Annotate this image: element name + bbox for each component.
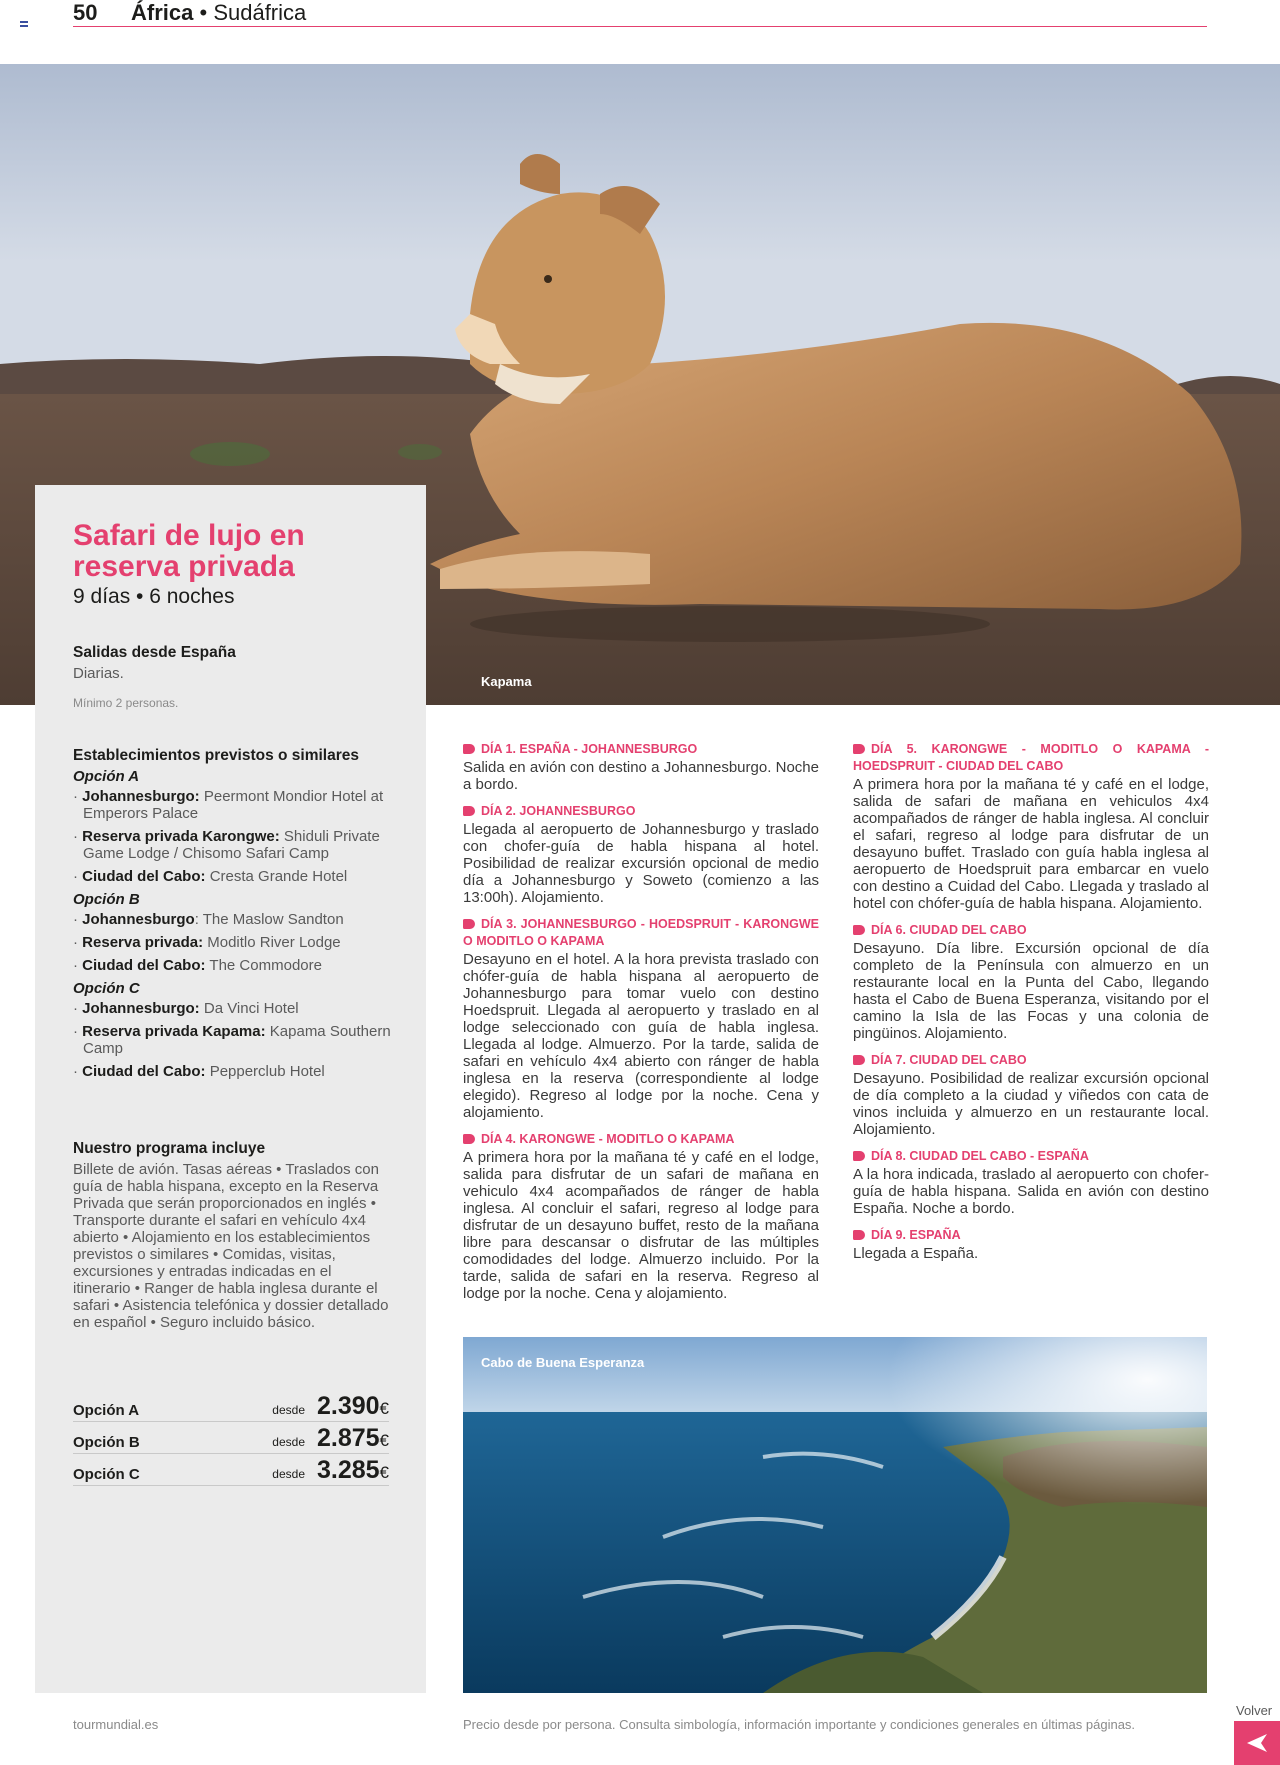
trip-info-panel bbox=[35, 485, 426, 1693]
itinerary-day: DÍA 2. JOHANNESBURGO Llegada al aeropuerto de Johannesburgo y traslado con chofer-guía de habla hispana al hotel. Posibilidad de realizar excursión opcional de medio día a Johannesburgo y Soweto (comienzo a las 13:00h). Alojamiento. bbox=[463, 804, 819, 906]
option-a-label: Opción A bbox=[73, 768, 140, 785]
breadcrumb bbox=[131, 0, 306, 26]
breadcrumb-separator: • bbox=[199, 0, 208, 25]
price-value: 2.875€ bbox=[316, 1424, 389, 1452]
back-arrow-icon bbox=[1246, 1733, 1268, 1753]
list-item: · Reserva privada: Moditlo River Lodge bbox=[73, 934, 341, 951]
trip-duration: 9 días • 6 noches bbox=[73, 585, 235, 608]
itinerary-column-2 bbox=[853, 741, 1209, 1272]
list-item: · Reserva privada Karongwe: Shiduli Private Game Lodge / Chisomo Safari Camp bbox=[73, 828, 380, 862]
page-number: 50 bbox=[73, 0, 98, 25]
trip-title: Safari de lujo en reserva privada bbox=[73, 519, 305, 583]
price-row: Opción C desde 3.285€ bbox=[73, 1456, 389, 1484]
footer-disclaimer: Precio desde por persona. Consulta simbología, información importante y condiciones generales en últimas páginas. bbox=[463, 1717, 1136, 1732]
itinerary-day: DÍA 1. ESPAÑA - JOHANNESBURGO Salida en avión con destino a Johannesburgo. Noche a bordo. bbox=[463, 742, 819, 793]
departures-value: Diarias. bbox=[73, 665, 124, 682]
list-item: · Johannesburgo: Da Vinci Hotel bbox=[73, 1000, 299, 1017]
back-label: Volver bbox=[1236, 1703, 1273, 1718]
list-item: · Johannesburgo: The Maslow Sandton bbox=[73, 911, 344, 928]
departures-heading: Salidas desde España bbox=[73, 644, 236, 661]
departures-section bbox=[73, 644, 393, 712]
itinerary-day: DÍA 5. KARONGWE - MODITLO O KAPAMA - HOEDSPRUIT - CIUDAD DEL CABO A primera hora por la mañana té y café en el lodge, salida de safari de mañana en vehiculos 4x4 acompañados de ránger de habla inglesa. Al concluir el safari, regreso al lodge para disfrutar de un desayuno buffet. Traslado con guía habla inglesa al aeropuerto de Hoedspruit para embarcar en vuelo con destino a Cuidad del Cabo. Llegada y traslado al hotel con chófer-guía de habla hispana. Alojamiento. bbox=[853, 742, 1209, 912]
includes-section bbox=[73, 1140, 393, 1331]
price-row: Opción A desde 2.390€ bbox=[73, 1392, 389, 1420]
minimum-persons: Mínimo 2 personas. bbox=[73, 696, 179, 710]
itinerary-day: DÍA 9. ESPAÑA Llegada a España. bbox=[853, 1227, 1209, 1262]
price-value: 2.390€ bbox=[316, 1392, 389, 1420]
includes-text: Billete de avión. Tasas aéreas • Traslados con guía de habla hispana, excepto en la Reserva Privada que serán proporcionados en inglés • Transporte durante el safari en vehículo 4x4 abierto • Alojamiento en los establecimientos previstos o similares • Comidas, visitas, excursiones y entradas indicadas en el itinerario • Ranger de habla inglesa durante el safari • Asistencia telefónica y dossier detallado en español • Seguro incluido básico. bbox=[73, 1161, 389, 1331]
itinerary-day: DÍA 8. CIUDAD DEL CABO - ESPAÑA A la hora indicada, traslado al aeropuerto con chofer-guía de habla hispana. Salida en avión con destino España. Noche a bordo. bbox=[853, 1149, 1209, 1217]
spain-flag-icon bbox=[20, 21, 28, 27]
coastline-illustration bbox=[463, 1337, 1207, 1693]
itinerary-day: DÍA 3. JOHANNESBURGO - HOEDSPRUIT - KARONGWE O MODITLO O KAPAMA Desayuno en el hotel. A la hora prevista traslado con chófer-guía de habla hispana al aeropuerto de Johannesburgo para tomar vuelo con destino Hoedspruit. Llegada al aeropuerto y traslado en al lodge seleccionado con guía de habla inglesa. Llegada al lodge. Almuerzo. Por la tarde, salida de safari en vehículo 4x4 abierto con ránger de habla inglesa en la reserva (correspondiente al lodge elegido). Regreso al lodge por la noche. Cena y alojamiento. bbox=[463, 917, 819, 1121]
itinerary-day: DÍA 4. KARONGWE - MODITLO O KAPAMA A primera hora por la mañana té y café en el lodge, salida para disfrutar de un safari de mañana en vehiculo 4x4 acompañados de ránger de habla inglesa. Al concluir el safari, regreso al lodge para disfrutar de un desayuno buffet, resto de la mañana libre para descansar o disfrutar de las múltiples comodidades del lodge. Almuerzo incluido. Por la tarde, salida de safari en la reserva. Regreso al lodge por la noche. Cena y alojamiento. bbox=[463, 1132, 819, 1302]
price-row: Opción B desde 2.875€ bbox=[73, 1424, 389, 1452]
coast-caption: Cabo de Buena Esperanza bbox=[481, 1355, 645, 1370]
itinerary-day: DÍA 6. CIUDAD DEL CABO Desayuno. Día libre. Excursión opcional de día completo de la Península con almuerzo en un restaurante local en la Punta del Cabo, llegando hasta el Cabo de Buena Esperanza, visitando por el camino la Isla de las Focas y una colonia de pingüinos. Alojamiento. bbox=[853, 923, 1209, 1042]
option-b-label: Opción B bbox=[73, 891, 140, 908]
itinerary-day: DÍA 7. CIUDAD DEL CABO Desayuno. Posibilidad de realizar excursión opcional de día completo a la ciudad y viñedos con cata de vinos incluida y almuerzo en un restaurante local. Alojamiento. bbox=[853, 1053, 1209, 1138]
site-url[interactable]: tourmundial.es bbox=[73, 1717, 159, 1732]
cape-of-good-hope-photo bbox=[463, 1337, 1207, 1693]
list-item: · Ciudad del Cabo: The Commodore bbox=[73, 957, 322, 974]
back-button[interactable] bbox=[1234, 1721, 1280, 1765]
establishments-heading: Establecimientos previstos o similares bbox=[73, 747, 360, 764]
option-c-label: Opción C bbox=[73, 980, 140, 997]
price-table bbox=[73, 1390, 389, 1486]
list-item: · Ciudad del Cabo: Cresta Grande Hotel bbox=[73, 868, 348, 885]
breadcrumb-region: África bbox=[131, 0, 194, 25]
establishments-section bbox=[73, 747, 393, 1086]
list-item: · Ciudad del Cabo: Pepperclub Hotel bbox=[73, 1063, 325, 1080]
price-value: 3.285€ bbox=[316, 1456, 389, 1484]
page-header bbox=[73, 0, 1207, 27]
breadcrumb-country: Sudáfrica bbox=[213, 0, 307, 25]
list-item: · Reserva privada Kapama: Kapama Southern Camp bbox=[73, 1023, 391, 1057]
hero-caption: Kapama bbox=[481, 674, 532, 689]
list-item: · Johannesburgo: Peermont Mondior Hotel at Emperors Palace bbox=[73, 788, 384, 822]
includes-heading: Nuestro programa incluye bbox=[73, 1140, 266, 1157]
itinerary-column-1 bbox=[463, 741, 819, 1312]
